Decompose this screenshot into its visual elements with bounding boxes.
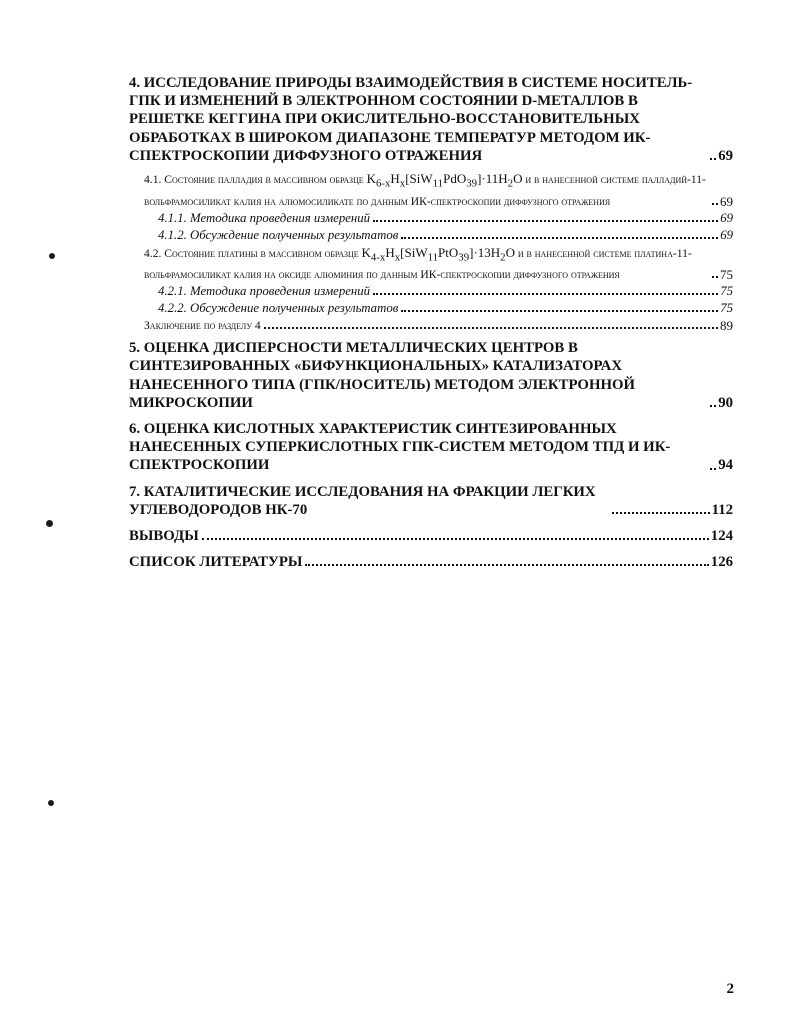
toc-page-number: 69 (718, 147, 733, 164)
dot-leader (710, 158, 716, 160)
toc-entry-section-4-1-1[interactable] (158, 210, 733, 227)
dot-leader (202, 538, 709, 540)
dot-leader (401, 237, 718, 239)
toc-page-number: 69 (720, 227, 733, 242)
toc-entry-title: 4.1.1. Методика проведения измерений (158, 210, 371, 225)
toc-entry-conclusions[interactable] (129, 527, 733, 545)
dot-leader (264, 327, 718, 329)
dot-leader (305, 564, 708, 566)
toc-entry-references[interactable] (129, 553, 733, 571)
dot-leader (712, 276, 718, 278)
toc-entry-title: СПИСОК ЛИТЕРАТУРЫ (129, 554, 303, 571)
toc-page-number: 69 (720, 193, 733, 209)
toc-entry-section-4-1[interactable] (144, 170, 733, 210)
toc-page-number: 112 (711, 501, 733, 518)
toc-entry-title: ВЫВОДЫ (129, 528, 199, 545)
toc-entry-section-4-2-1[interactable] (158, 283, 733, 300)
page-number: 2 (726, 981, 734, 997)
table-of-contents (129, 74, 733, 571)
toc-page-number: 126 (710, 554, 733, 571)
toc-entry-chapter-5[interactable] (129, 339, 733, 412)
toc-entry-section-4-2-2[interactable] (158, 300, 733, 317)
dot-leader (612, 512, 710, 514)
toc-entry-chapter-7[interactable] (129, 483, 733, 519)
toc-page-number: 75 (720, 301, 733, 316)
chemical-formula: $K_{4-x}H_x[SiW_{11}PtO_{39}]\cdot 13H_2O$ (361, 244, 515, 264)
toc-entry-title: 4.2. Состояние платины в массивном образце $K_{4-x}H_x[SiW_{11}PtO_{39}]\cdot 13H_2O$ и в нанесенной системе платина-11-вольфрамосиликат калия на оксиде алюминия по данным ИК-спектроскопии диффузного отражения (144, 244, 692, 282)
toc-entry-title: 4.2.2. Обсуждение полученных результатов (158, 301, 399, 316)
dot-leader (712, 203, 718, 205)
toc-page-number: 94 (718, 457, 733, 474)
dot-leader (710, 468, 716, 470)
toc-entry-title: 4. ИССЛЕДОВАНИЕ ПРИРОДЫ ВЗАИМОДЕЙСТВИЯ В СИСТЕМЕ НОСИТЕЛЬ-ГПК И ИЗМЕНЕНИЙ В ЭЛЕКТРОННОМ СОСТОЯНИИ D-МЕТАЛЛОВ В РЕШЕТКЕ КЕГГИНА ПРИ ОКИСЛИТЕЛЬНО-ВОССТАНОВИТЕЛЬНЫХ ОБРАБОТКАХ В ШИРОКОМ ДИАПАЗОНЕ ТЕМПЕРАТУР МЕТОДОМ ИК-СПЕКТРОСКОПИИ ДИФФУЗНОГО ОТРАЖЕНИЯ (129, 75, 693, 164)
toc-entry-chapter-4[interactable] (129, 74, 733, 165)
toc-page-number: 75 (720, 267, 733, 283)
toc-entry-title: 4.2.1. Методика проведения измерений (158, 284, 371, 299)
dot-leader (373, 293, 718, 295)
toc-entry-title: 4.1.2. Обсуждение полученных результатов (158, 227, 399, 242)
toc-page-number: 90 (718, 394, 733, 411)
dot-leader (710, 405, 716, 407)
binding-hole-mark (46, 520, 53, 527)
dot-leader (401, 310, 718, 312)
toc-page-number: 75 (720, 284, 733, 299)
dot-leader (373, 220, 718, 222)
toc-page-number: 69 (720, 210, 733, 225)
binding-hole-mark (48, 800, 54, 806)
binding-hole-mark (49, 253, 55, 259)
toc-page-number: 124 (710, 528, 733, 545)
toc-entry-section-4-2[interactable] (144, 244, 733, 284)
toc-page-number: 89 (720, 318, 733, 334)
toc-entry-title: 7. КАТАЛИТИЧЕСКИЕ ИССЛЕДОВАНИЯ НА ФРАКЦИИ ЛЕГКИХ УГЛЕВОДОРОДОВ НК-70 (129, 483, 596, 518)
toc-entry-title: Заключение по разделу 4 (144, 319, 261, 333)
toc-entry-title: 6. ОЦЕНКА КИСЛОТНЫХ ХАРАКТЕРИСТИК СИНТЕЗИРОВАННЫХ НАНЕСЕННЫХ СУПЕРКИСЛОТНЫХ ГПК-СИСТЕМ МЕТОДОМ ТПД И ИК-СПЕКТРОСКОПИИ (129, 421, 671, 474)
toc-entry-title: 4.1. Состояние палладия в массивном образце $K_{6-x}H_x[SiW_{11}PdO_{39}]\cdot 11H_2O$ и в нанесенной системе палладий-11-вольфрамосиликат калия на алюмосиликате по данным ИК-спектроскопии диффузного отражения (144, 171, 706, 208)
toc-entry-title: 5. ОЦЕНКА ДИСПЕРСНОСТИ МЕТАЛЛИЧЕСКИХ ЦЕНТРОВ В СИНТЕЗИРОВАННЫХ «БИФУНКЦИОНАЛЬНЫХ» КАТАЛИЗАТОРАХ НАНЕСЕННОГО ТИПА (ГПК/НОСИТЕЛЬ) МЕТОДОМ ЭЛЕКТРОННОЙ МИКРОСКОПИИ (129, 340, 635, 411)
toc-entry-chapter-6[interactable] (129, 420, 733, 475)
chemical-formula: $K_{6-x}H_x[SiW_{11}PdO_{39}]\cdot 11H_2O$ (366, 171, 523, 190)
toc-entry-conclusion-4[interactable] (144, 317, 733, 334)
toc-entry-section-4-1-2[interactable] (158, 227, 733, 244)
